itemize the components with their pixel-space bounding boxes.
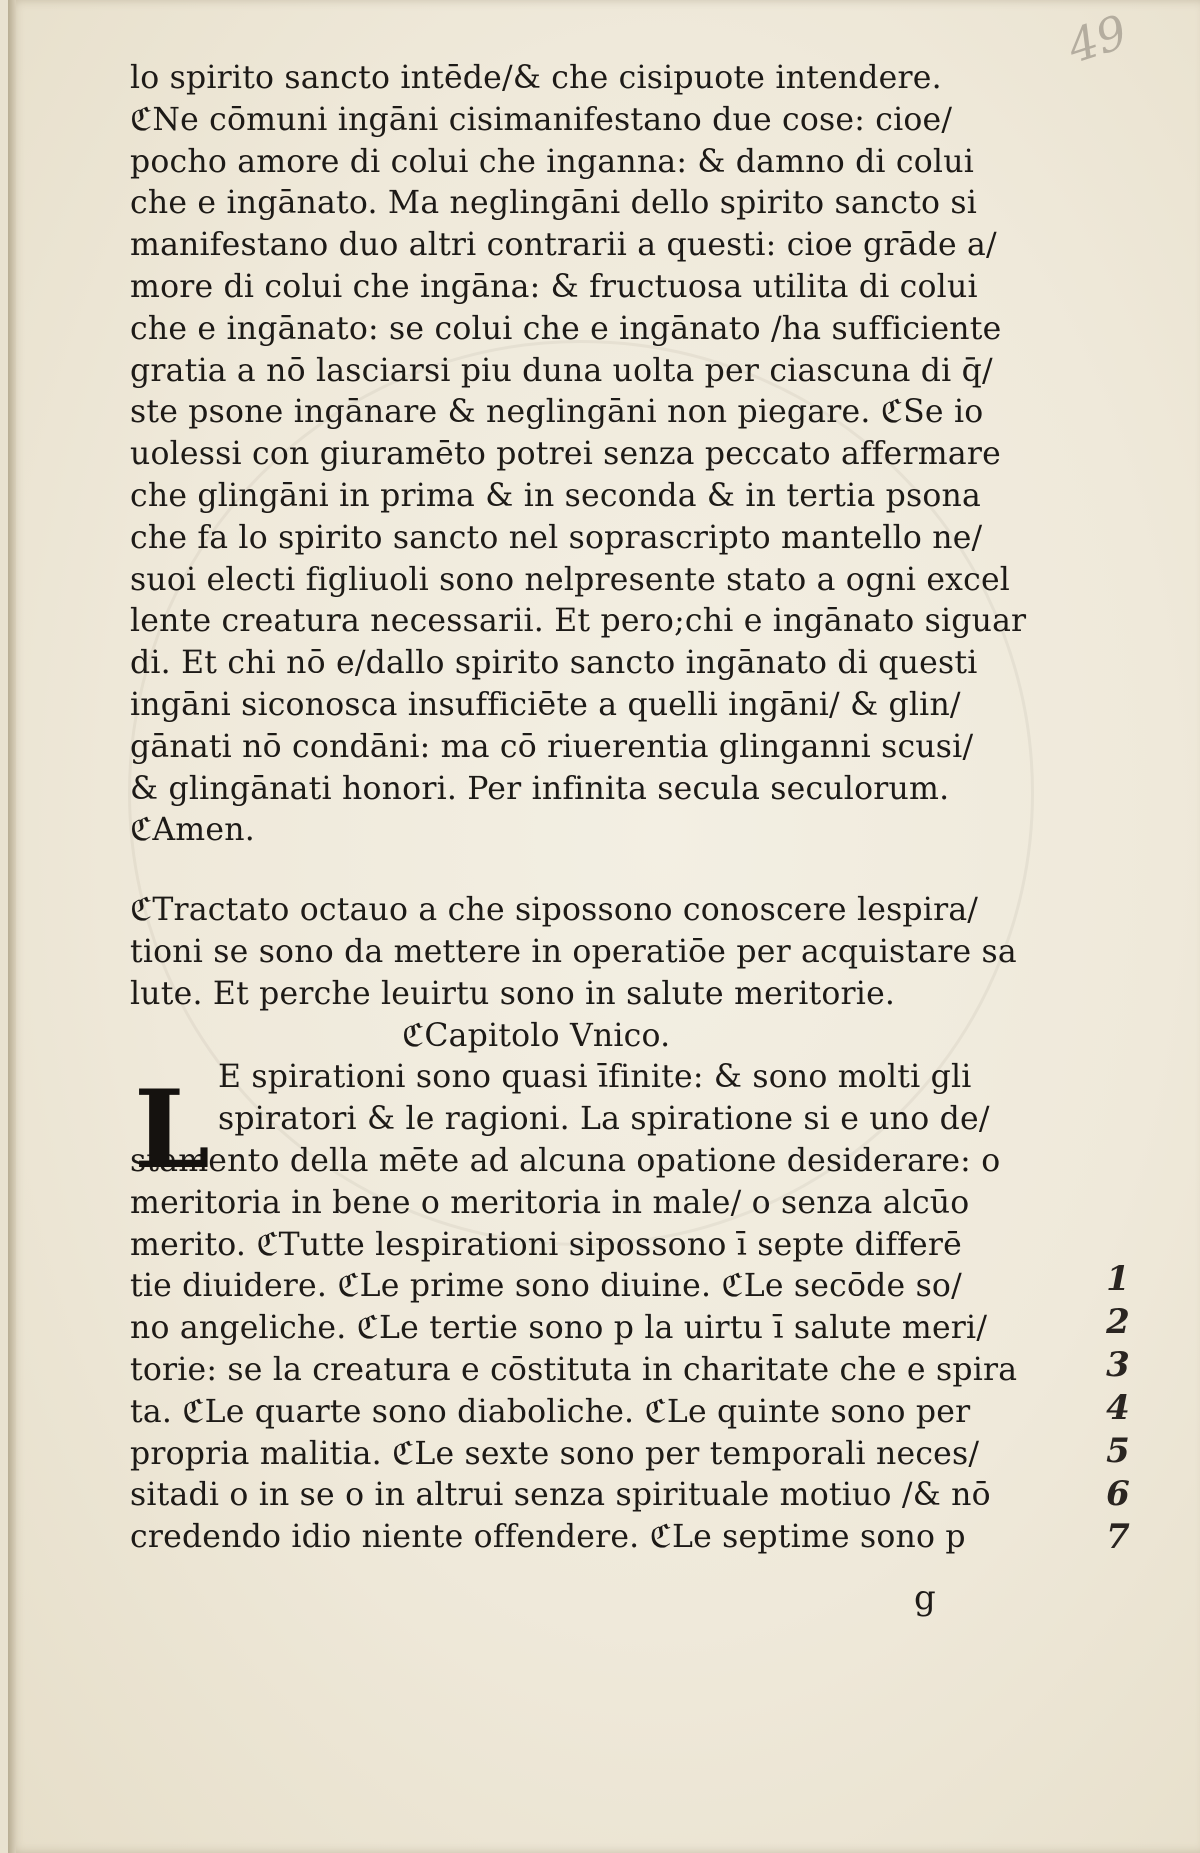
margin-number: 6 (1106, 1474, 1130, 1514)
margin-number: 2 (1106, 1302, 1130, 1342)
text-line: che fa lo spirito sancto nel soprascripto mantello ne/ (130, 519, 983, 556)
text-line: che e ingānato. Ma neglingāni dello spirito sancto si (130, 185, 978, 222)
tract-heading-line: lute. Et perche leuirtu sono in salute meritorie. (130, 975, 896, 1012)
margin-number: 5 (1106, 1431, 1130, 1471)
text-line: lo spirito sancto intēde/& che cisipuote intendere. (130, 60, 942, 96)
text-line: pocho amore di colui che inganna: & damno di colui (130, 143, 974, 180)
text-line: lente creatura necessarii. Et pero;chi e ingānato siguar (130, 603, 1027, 640)
text-line: uolessi con giuramēto potrei senza peccato affermare (130, 436, 1001, 473)
margin-number: 3 (1106, 1345, 1130, 1385)
text-line: meritoria in bene o meritoria in male/ o senza alcūo (130, 1184, 970, 1221)
initial-letter: L (134, 1067, 210, 1193)
text-line: ingāni siconosca insufficiēte a quelli ingāni/ & glin/ (130, 686, 961, 723)
text-line: E spirationi sono quasi īfinite: & sono molti gli (218, 1059, 972, 1096)
text-line: torie: se la creatura e cōstituta in charitate che e spira (130, 1351, 1018, 1388)
text-line: ste psone ingānare & neglingāni non piegare. ℭSe io (130, 394, 984, 431)
text-line: propria malitia. ℭLe sexte sono per temporali neces/ (130, 1435, 980, 1472)
tract-heading-line: tioni se sono da mettere in operatiōe per acquistare sa (130, 933, 1017, 970)
text-line: ta. ℭLe quarte sono diaboliche. ℭLe quinte sono per (130, 1393, 971, 1430)
text-line: che glingāni in prima & in seconda & in tertia psona (130, 477, 981, 514)
text-line: credendo idio niente offendere. ℭLe septime sono p (130, 1519, 966, 1556)
text-line: di. Et chi nō e/dallo spirito sancto ingānato di questi (130, 645, 978, 682)
text-line: & glingānati honori. Per infinita secula seculorum. (130, 770, 950, 807)
text-line: manifestano duo altri contrarii a questi: cioe grāde a/ (130, 227, 997, 264)
margin-number: 4 (1106, 1388, 1130, 1428)
text-line: suoi electi figliuoli sono nelpresente stato a ogni excel (130, 561, 1011, 598)
text-line: no angeliche. ℭLe tertie sono p la uirtu ī salute meri/ (130, 1310, 988, 1347)
margin-numbers (1098, 1258, 1138, 1559)
page-edge (8, 0, 16, 1853)
text-line: gānati nō condāni: ma cō riuerentia glinganni scusi/ (130, 728, 974, 765)
text-line: che e ingānato: se colui che e ingānato /ha sufficiente (130, 310, 1002, 347)
text-line: stamento della mēte ad alcuna opatione desiderare: o (130, 1142, 1001, 1179)
tract-heading-line: ℭTractato octauo a che sipossono conoscere lespira/ (130, 892, 979, 929)
text-block (130, 58, 1030, 1559)
margin-number: 1 (1106, 1259, 1130, 1299)
section-gap (130, 852, 1030, 890)
text-line: spiratori & le ragioni. La spiratione si e uno de/ (218, 1101, 990, 1138)
signature-mark: g (914, 1578, 936, 1618)
text-line: merito. ℭTutte lespirationi sipossono ī septe differē (130, 1226, 962, 1263)
text-line: more di colui che ingāna: & fructuosa utilita di colui (130, 268, 978, 305)
text-line-amen: ℭAmen. (130, 812, 255, 849)
text-line: sitadi o in se o in altrui senza spirituale motiuo /& nō (130, 1477, 991, 1514)
margin-number: 7 (1106, 1517, 1130, 1557)
text-line: gratia a nō lasciarsi piu duna uolta per ciascuna di q̄/ (130, 352, 993, 389)
folio-number: 49 (1061, 4, 1134, 74)
chapter-heading: ℭCapitolo Vnico. (402, 1017, 671, 1054)
text-line: tie diuidere. ℭLe prime sono diuine. ℭLe secōde so/ (130, 1268, 962, 1305)
text-line: ℭNe cōmuni ingāni cisimanifestano due cose: cioe/ (130, 101, 953, 138)
